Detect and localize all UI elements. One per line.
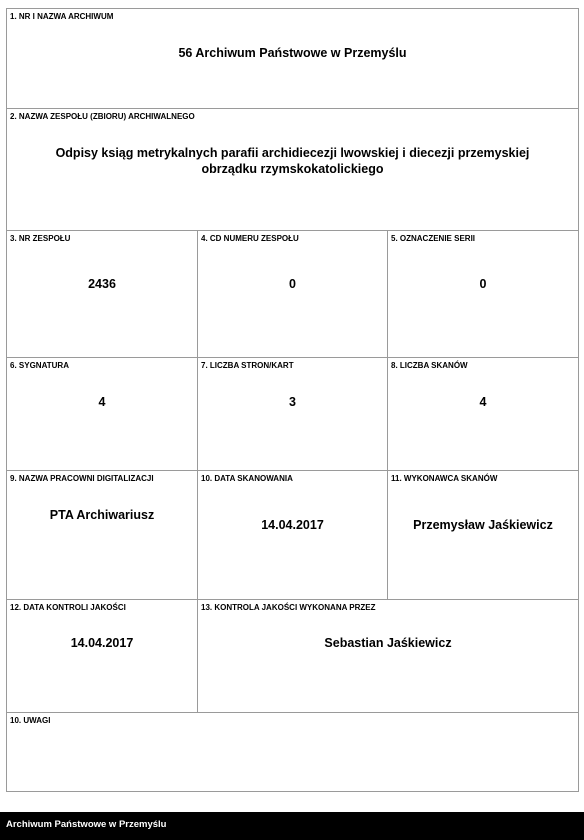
field-label: 13. KONTROLA JAKOŚCI WYKONANA PRZEZ — [201, 603, 376, 612]
fonds-number-value: 2436 — [88, 277, 116, 291]
field-page-count — [197, 357, 388, 471]
field-label: 7. LICZBA STRON/KART — [201, 361, 294, 370]
fonds-name-line-2: obrządku rzymskokatolickiego — [201, 162, 384, 176]
field-fonds-number-cont — [197, 230, 388, 358]
field-label: 9. NAZWA PRACOWNI DIGITALIZACJI — [10, 474, 154, 483]
signature-value: 4 — [98, 395, 106, 409]
field-label: 4. CD NUMERU ZESPOŁU — [201, 234, 299, 243]
field-label: 1. NR I NAZWA ARCHIWUM — [10, 12, 114, 21]
field-label: 6. SYGNATURA — [10, 361, 69, 370]
archive-name-value: 56 Archiwum Państwowe w Przemyślu — [178, 46, 407, 60]
qc-performed-by-value: Sebastian Jaśkiewicz — [324, 636, 452, 650]
field-fonds-number — [6, 230, 198, 358]
field-scan-operator — [387, 470, 579, 600]
scan-date-value: 14.04.2017 — [261, 518, 324, 532]
field-label: 10. DATA SKANOWANIA — [201, 474, 293, 483]
field-notes — [6, 712, 579, 792]
field-label: 3. NR ZESPOŁU — [10, 234, 71, 243]
field-label: 11. WYKONAWCA SKANÓW — [391, 474, 498, 483]
field-scan-count — [387, 357, 579, 471]
field-archive-name — [6, 8, 579, 109]
field-qc-performed-by — [197, 599, 579, 713]
field-label: 5. OZNACZENIE SERII — [391, 234, 476, 243]
page-count-value: 3 — [289, 395, 296, 409]
field-qc-date — [6, 599, 198, 713]
field-scan-date — [197, 470, 388, 600]
field-fonds-name — [6, 108, 579, 231]
digitization-lab-value: PTA Archiwariusz — [49, 508, 155, 522]
footer-archive-name: Archiwum Państwowe w Przemyślu — [6, 819, 167, 830]
qc-date-value: 14.04.2017 — [70, 636, 134, 650]
series-mark-value: 0 — [479, 277, 487, 291]
field-label: 8. LICZBA SKANÓW — [391, 361, 468, 370]
field-label: 2. NAZWA ZESPOŁU (ZBIORU) ARCHIWALNEGO — [10, 112, 195, 121]
fonds-number-cont-value: 0 — [289, 277, 296, 291]
field-series-mark — [387, 230, 579, 358]
footer-bar — [0, 812, 584, 840]
field-label: 10. UWAGI — [10, 716, 51, 725]
scan-count-value: 4 — [479, 395, 487, 409]
fonds-name-line-1: Odpisy ksiąg metrykalnych parafii archidiecezji lwowskiej i diecezji przemyskiej — [55, 146, 530, 160]
field-digitization-lab — [6, 470, 198, 600]
scan-operator-value: Przemysław Jaśkiewicz — [413, 518, 553, 532]
field-signature — [6, 357, 198, 471]
field-label: 12. DATA KONTROLI JAKOŚCI — [10, 603, 126, 612]
